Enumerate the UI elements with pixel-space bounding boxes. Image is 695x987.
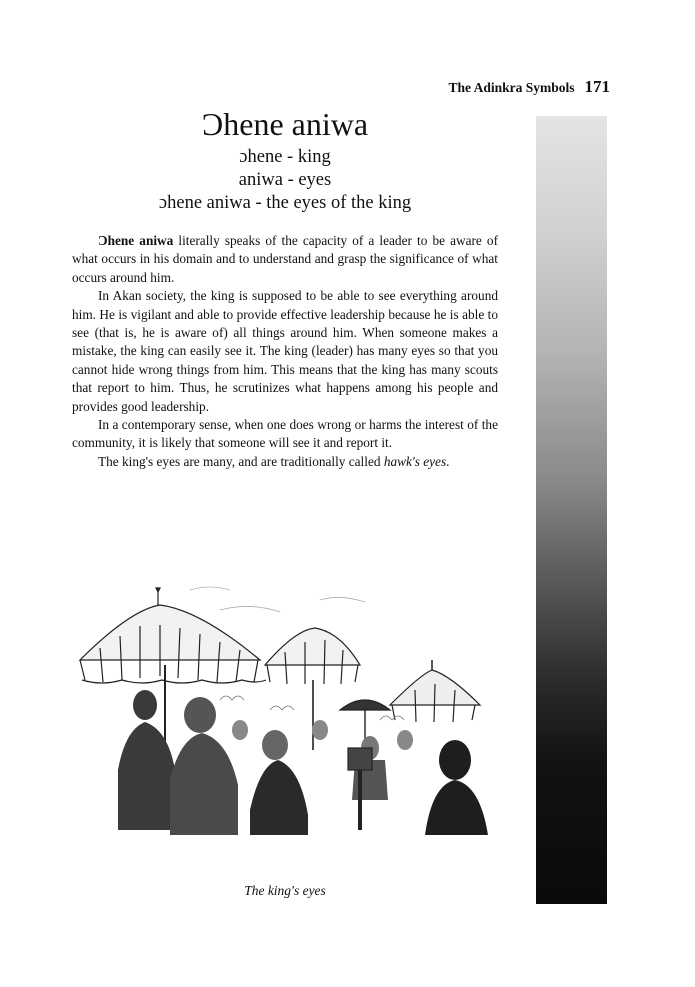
paragraph-2: In Akan society, the king is supposed to be able to see everything around him. He is vigilant and able to provide effective leadership because he is able to see (that is, he is aware of) all things around him. When someone makes a mistake, the king can easily see it. The king (leader) has many eyes so that you cannot hide wrong things from him. This means that the king has many scouts that report to him. Thus, he scrutinizes what happens among his people and provides good leadership. <box>72 288 498 414</box>
gloss-eyes: aniwa - eyes <box>238 170 332 190</box>
middle-umbrella-canopy-icon <box>265 628 360 665</box>
paragraph-4 <box>72 453 498 471</box>
symbol-title: Ɔhene aniwa <box>201 106 369 142</box>
small-umbrella-icon <box>340 700 390 710</box>
gloss-full-meaning: ɔhene aniwa - the eyes of the king <box>158 193 412 213</box>
paragraph-1-text: literally speaks of the capacity of a leader to be aware of what occurs in his domain and to understand and grasp the significance of what occurs around him. <box>72 233 498 285</box>
symbol-term: Ɔhene aniwa <box>98 233 174 248</box>
hawks-eyes-term: hawk's eyes <box>383 453 447 469</box>
paragraph-4-text: The king's eyes are many, and are traditionally called <box>98 453 384 469</box>
page-number: 171 <box>584 77 610 96</box>
paragraph-4-end: . <box>446 453 450 469</box>
gloss-king: ɔhene - king <box>239 147 331 167</box>
running-head <box>448 77 610 97</box>
kings-eyes-illustration <box>70 570 500 840</box>
paragraph-3: In a contemporary sense, when one does wrong or harms the interest of the community, it is likely that someone will see it and report it. <box>72 417 498 451</box>
body-text <box>72 232 498 471</box>
figure-caption: The king's eyes <box>244 883 326 898</box>
large-umbrella-canopy-icon <box>80 605 260 660</box>
side-gradient-strip <box>536 116 607 904</box>
running-head-title: The Adinkra Symbols <box>448 80 575 95</box>
paragraph-1 <box>72 232 498 287</box>
